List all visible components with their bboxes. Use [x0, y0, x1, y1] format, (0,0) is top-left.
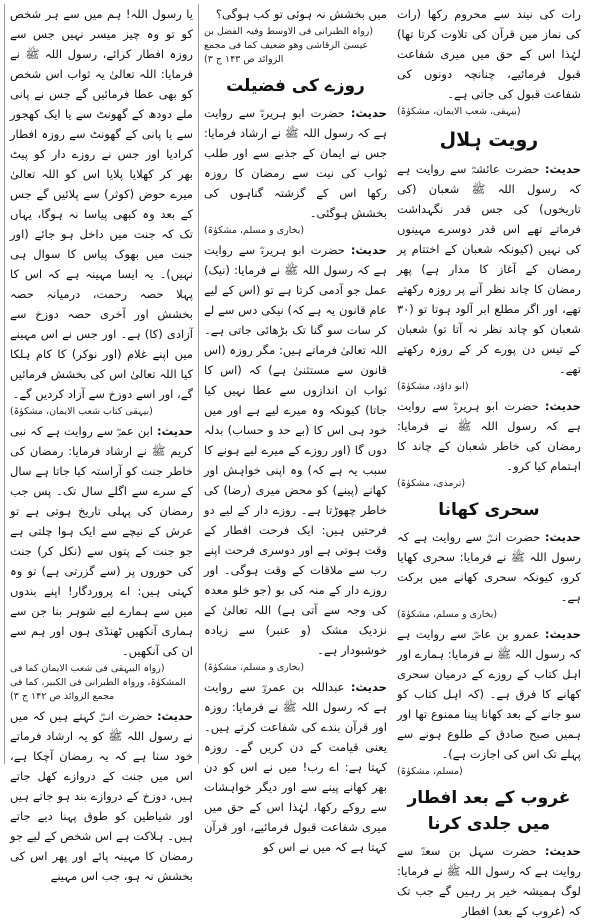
hadith-label: حدیث: — [350, 106, 387, 120]
hadith-label: حدیث: — [544, 530, 581, 544]
paragraph-text: میں بخشش نہ ہوئی تو کب ہوگی؟ — [215, 7, 387, 21]
paragraph — [204, 240, 387, 660]
section-heading: رویت ہلال — [439, 129, 539, 151]
hadith-label: حدیث: — [544, 844, 581, 858]
paragraph — [397, 527, 581, 607]
hadith-label: حدیث: — [544, 627, 581, 641]
paragraph-text: حضرت ابو ہریرہؓ سے روایت ہے کہ رسول اللہ ﷺ نے فرمایا: رمضان کی خاطر شعبان کے چاند کا اہتمام کیا کرو۔ — [396, 399, 581, 473]
citation: (رواہ الطبرانی فی الاوسط وفیہ الفضل بن عیسیٰ الرقاشی وھو ضعیف کما فی مجمع الزوائد ص ۱۴۳ ج ۳) — [203, 26, 374, 65]
paragraph — [10, 421, 193, 661]
paragraph — [204, 103, 387, 223]
hadith-label: حدیث: — [156, 424, 193, 438]
paragraph — [397, 624, 581, 764]
hadith-label: حدیث: — [350, 680, 387, 694]
citation: (بیہقی کتاب شعب الایمان، مشکوٰۃ) — [10, 406, 153, 417]
paragraph-text: حضرت انسؓ سے روایت ہے کہ رسول اللہ ﷺ نے فرمایا: سحری کھایا کرو، کیونکہ سحری کھانے میں برکت ہے۔ — [396, 530, 581, 604]
paragraph — [397, 4, 581, 104]
paragraph-text: عمرو بن عاصؓ سے روایت ہے کہ رسول اللہ ﷺ نے فرمایا: ہمارے اور اہل کتاب کے روزے کے درمیان سحری کھانے کا فرق ہے۔ (کہ اہل کتاب کو سو جانے کے بعد کھانا پینا ممنوع تھا اور ہمیں صبح صادق کے طلوع ہونے سے پہلے تک اس کی اجازت ہے)۔ — [396, 627, 581, 761]
section-heading: سحری کھانا — [438, 500, 540, 520]
paragraph-text: حضرت انسؓ کہتے ہیں کہ میں نے رسول اللہ ﷺ کو یہ ارشاد فرماتے خود سنا ہے کہ یہ رمضان آچکا ہے، اس میں جنت کے دروازے کھل جاتے ہیں، دوزخ کے دروازے بند ہو جاتے ہیں اور شیاطین کو طوق پہنا دیے جاتے ہیں۔ ہلاکت ہے اس شخص کے لیے جو رمضان کا مہینہ پائے اور پھر اس کی بخشش نہ ہو، جب اس مہینے — [10, 709, 193, 883]
paragraph — [204, 677, 387, 857]
paragraph — [397, 159, 581, 379]
hadith-label: حدیث: — [544, 399, 581, 413]
paragraph-text: حضرت ابو ہریرہؓ سے روایت ہے کہ رسول اللہ ﷺ نے ارشاد فرمایا: جس نے ایمان کے جذبے سے اور طلب ثواب کی نیت سے رمضان کا روزہ رکھا اس کے گزشتہ گناہوں کی بخشش ہوگئی۔ — [203, 106, 387, 220]
citation: (رواہ البیہقی فی شعب الایمان کما فی المشکوٰۃ، ورواہ الطبرانی فی الکبیر، کما فی مجمع الزوائد ص ۱۴۲ ج ۳) — [10, 663, 186, 702]
hadith-label: حدیث: — [544, 162, 581, 176]
paragraph-text: حضرت ابو ہریرہؓ سے روایت ہے کہ رسول اللہ ﷺ نے فرمایا: (نیک) عمل جو آدمی کرتا ہے تو (اس کے لیے عام قانون یہ ہے کہ) نیکی دس سے لے کر سات سو گنا تک بڑھائی جاتی ہے۔ اللہ تعالیٰ فرماتے ہیں: مگر روزہ (اس قانون سے مستثنیٰ ہے) کہ (اس کا ثواب ان اندازوں سے عطا نہیں کیا جاتا) کیونکہ وہ میرے لیے ہے اور میں خود ہی اس کا (بے حد و حساب) بدلہ دوں گا (اور روزے کے میرے لیے ہونے کا سبب یہ ہے کہ) وہ اپنی خواہش اور کھانے (پینے) کو محض میری (رضا) کی خاطر چھوڑتا ہے۔ روزے دار کے لیے دو فرحتیں ہیں: ایک فرحت افطار کے وقت ہوتی ہے اور دوسری فرحت اپنے رب سے ملاقات کے وقت ہوگی۔ اور روزے دار کے منہ کی بو (جو خلو معدہ کی وجہ سے آتی ہے) اللہ تعالیٰ کے نزدیک مشک (و عنبر) سے زیادہ خوشبودار ہے۔ — [203, 243, 387, 657]
section-heading: روزے کی فضیلت — [226, 76, 365, 96]
paragraph-text: عبداللہ بن عمروؓ سے روایت ہے کہ رسول اللہ ﷺ نے فرمایا: روزہ اور قرآن بندے کی شفاعت کرتے ہیں۔ یعنی قیامت کے دن کریں گے۔ روزہ کہتا ہے: اے رب! میں نے اس کو دن بھر کھانے پینے سے اور دیگر خواہشات سے روکے رکھا، لہٰذا اس کے حق میں میری شفاعت قبول فرمائیے، اور قرآن کہتا ہے کہ میں نے اس کو — [203, 680, 387, 854]
section-heading: غروب کے بعد افطار میں جلدی کرنا — [407, 788, 571, 834]
citation: (بخاری و مسلم، مشکوٰۃ) — [203, 662, 305, 673]
citation: (بخاری و مسلم، مشکوٰۃ) — [396, 609, 498, 620]
paragraph-text: رات کی نیند سے محروم رکھا (رات کی نماز میں قرآن کی تلاوت کرتا تھا) لہٰذا اس کے حق میں میری شفاعت قبول فرمائیے، چنانچہ دونوں کی شفاعت قبول کی جاتی ہے۔ — [396, 7, 581, 101]
paragraph-text: حضرت سہل بن سعدؓ سے روایت ہے کہ رسول اللہ ﷺ نے فرمایا: لوگ ہمیشہ خیر پر رہیں گے جب تک کہ (غروب کے بعد) افطار — [396, 844, 581, 918]
paragraph — [10, 4, 193, 404]
paragraph — [397, 396, 581, 476]
hadith-label: حدیث: — [350, 243, 387, 257]
column-left — [392, 4, 586, 918]
citation: (ترمذی، مشکوٰۃ) — [396, 478, 466, 489]
paragraph-text: ابن عمرؓ سے روایت ہے کہ نبی کریم ﷺ نے ارشاد فرمایا: رمضان کی خاطر جنت کو آراستہ کیا جاتا ہے سال کے سرے سے اگلے سال تک۔ پس جب رمضان کی پہلی تاریخ ہوتی ہے تو عرش کے نیچے سے ایک ہوا چلتی ہے جو جنت کے پتوں سے (نکل کر) جنت کی حوروں پر (سے گزرتی ہے) تو وہ کہتی ہیں: اے پروردگار! اپنے بندوں میں سے ہمارے لیے شوہر بنا جن سے ہماری آنکھیں ٹھنڈی ہوں اور ہم سے ان کی آنکھیں۔ — [10, 424, 193, 658]
paragraph-text: حضرت عائشہؓ سے روایت ہے کہ رسول اللہ ﷺ شعبان (کی تاریخوں) کی جس قدر نگہداشت فرماتے تھے اس قدر دوسرے مہینوں کی نہیں (کیونکہ شعبان کے اختتام پر رمضان کے آغاز کا مدار ہے) پھر رمضان کا چاند نظر آنے پر روزہ رکھتے تھے، اور اگر مطلع ابر آلود ہوتا تو (۳۰ شعبان کو چاند نظر نہ آتا تو) شعبان کے تیس دن پورے کر کے روزہ رکھتے تھے۔ — [396, 162, 581, 376]
hadith-label: حدیث: — [156, 709, 193, 723]
column-middle — [198, 4, 392, 854]
citation: (مسلم، مشکوٰۃ) — [396, 766, 463, 777]
citation: (بخاری و مسلم، مشکوٰۃ) — [203, 225, 305, 236]
column-right — [4, 4, 198, 883]
paragraph — [204, 4, 387, 24]
citation: (ابو داؤد، مشکوٰۃ) — [396, 381, 469, 392]
paragraph-text: یا رسول اللہ! ہم میں سے ہر شخص کو تو وہ چیز میسر نہیں جس سے روزہ افطار کرائے، رسول اللہ ﷺ نے فرمایا: اللہ تعالیٰ یہ ثواب اس شخص کو بھی عطا فرمائیں گے جس نے پانی ملے دودھ کے گھونٹ سے یا ایک کھجور سے یا پانی کے گھونٹ سے روزہ افطار کرادیا اور جس نے روزے دار کو پیٹ بھر کر کھلایا پلایا اس کو اللہ تعالیٰ میرے حوض (کوثر) سے پلائیں گے جس کے بعد وہ کبھی پیاسا نہ ہوگا، یہاں تک کہ جنت میں داخل ہو جائے (اور جنت میں بھوک پیاس کا سوال ہی نہیں)۔ یہ ایسا مہینہ ہے کہ اس کا پہلا حصہ رحمت، درمیانہ حصہ بخشش اور آخری حصہ دوزخ سے آزادی (کا) ہے۔ اور جس نے اس مہینے میں اپنے غلام (اور نوکر) کا کام ہلکا کیا اللہ تعالیٰ اس کی بخشش فرمائیں گے، اور اسے دوزخ سے آزاد کردیں گے۔ — [10, 7, 193, 401]
paragraph — [397, 841, 581, 921]
citation: (بیہقی، شعب الایمان، مشکوٰۃ) — [396, 106, 521, 117]
paragraph — [10, 706, 193, 886]
